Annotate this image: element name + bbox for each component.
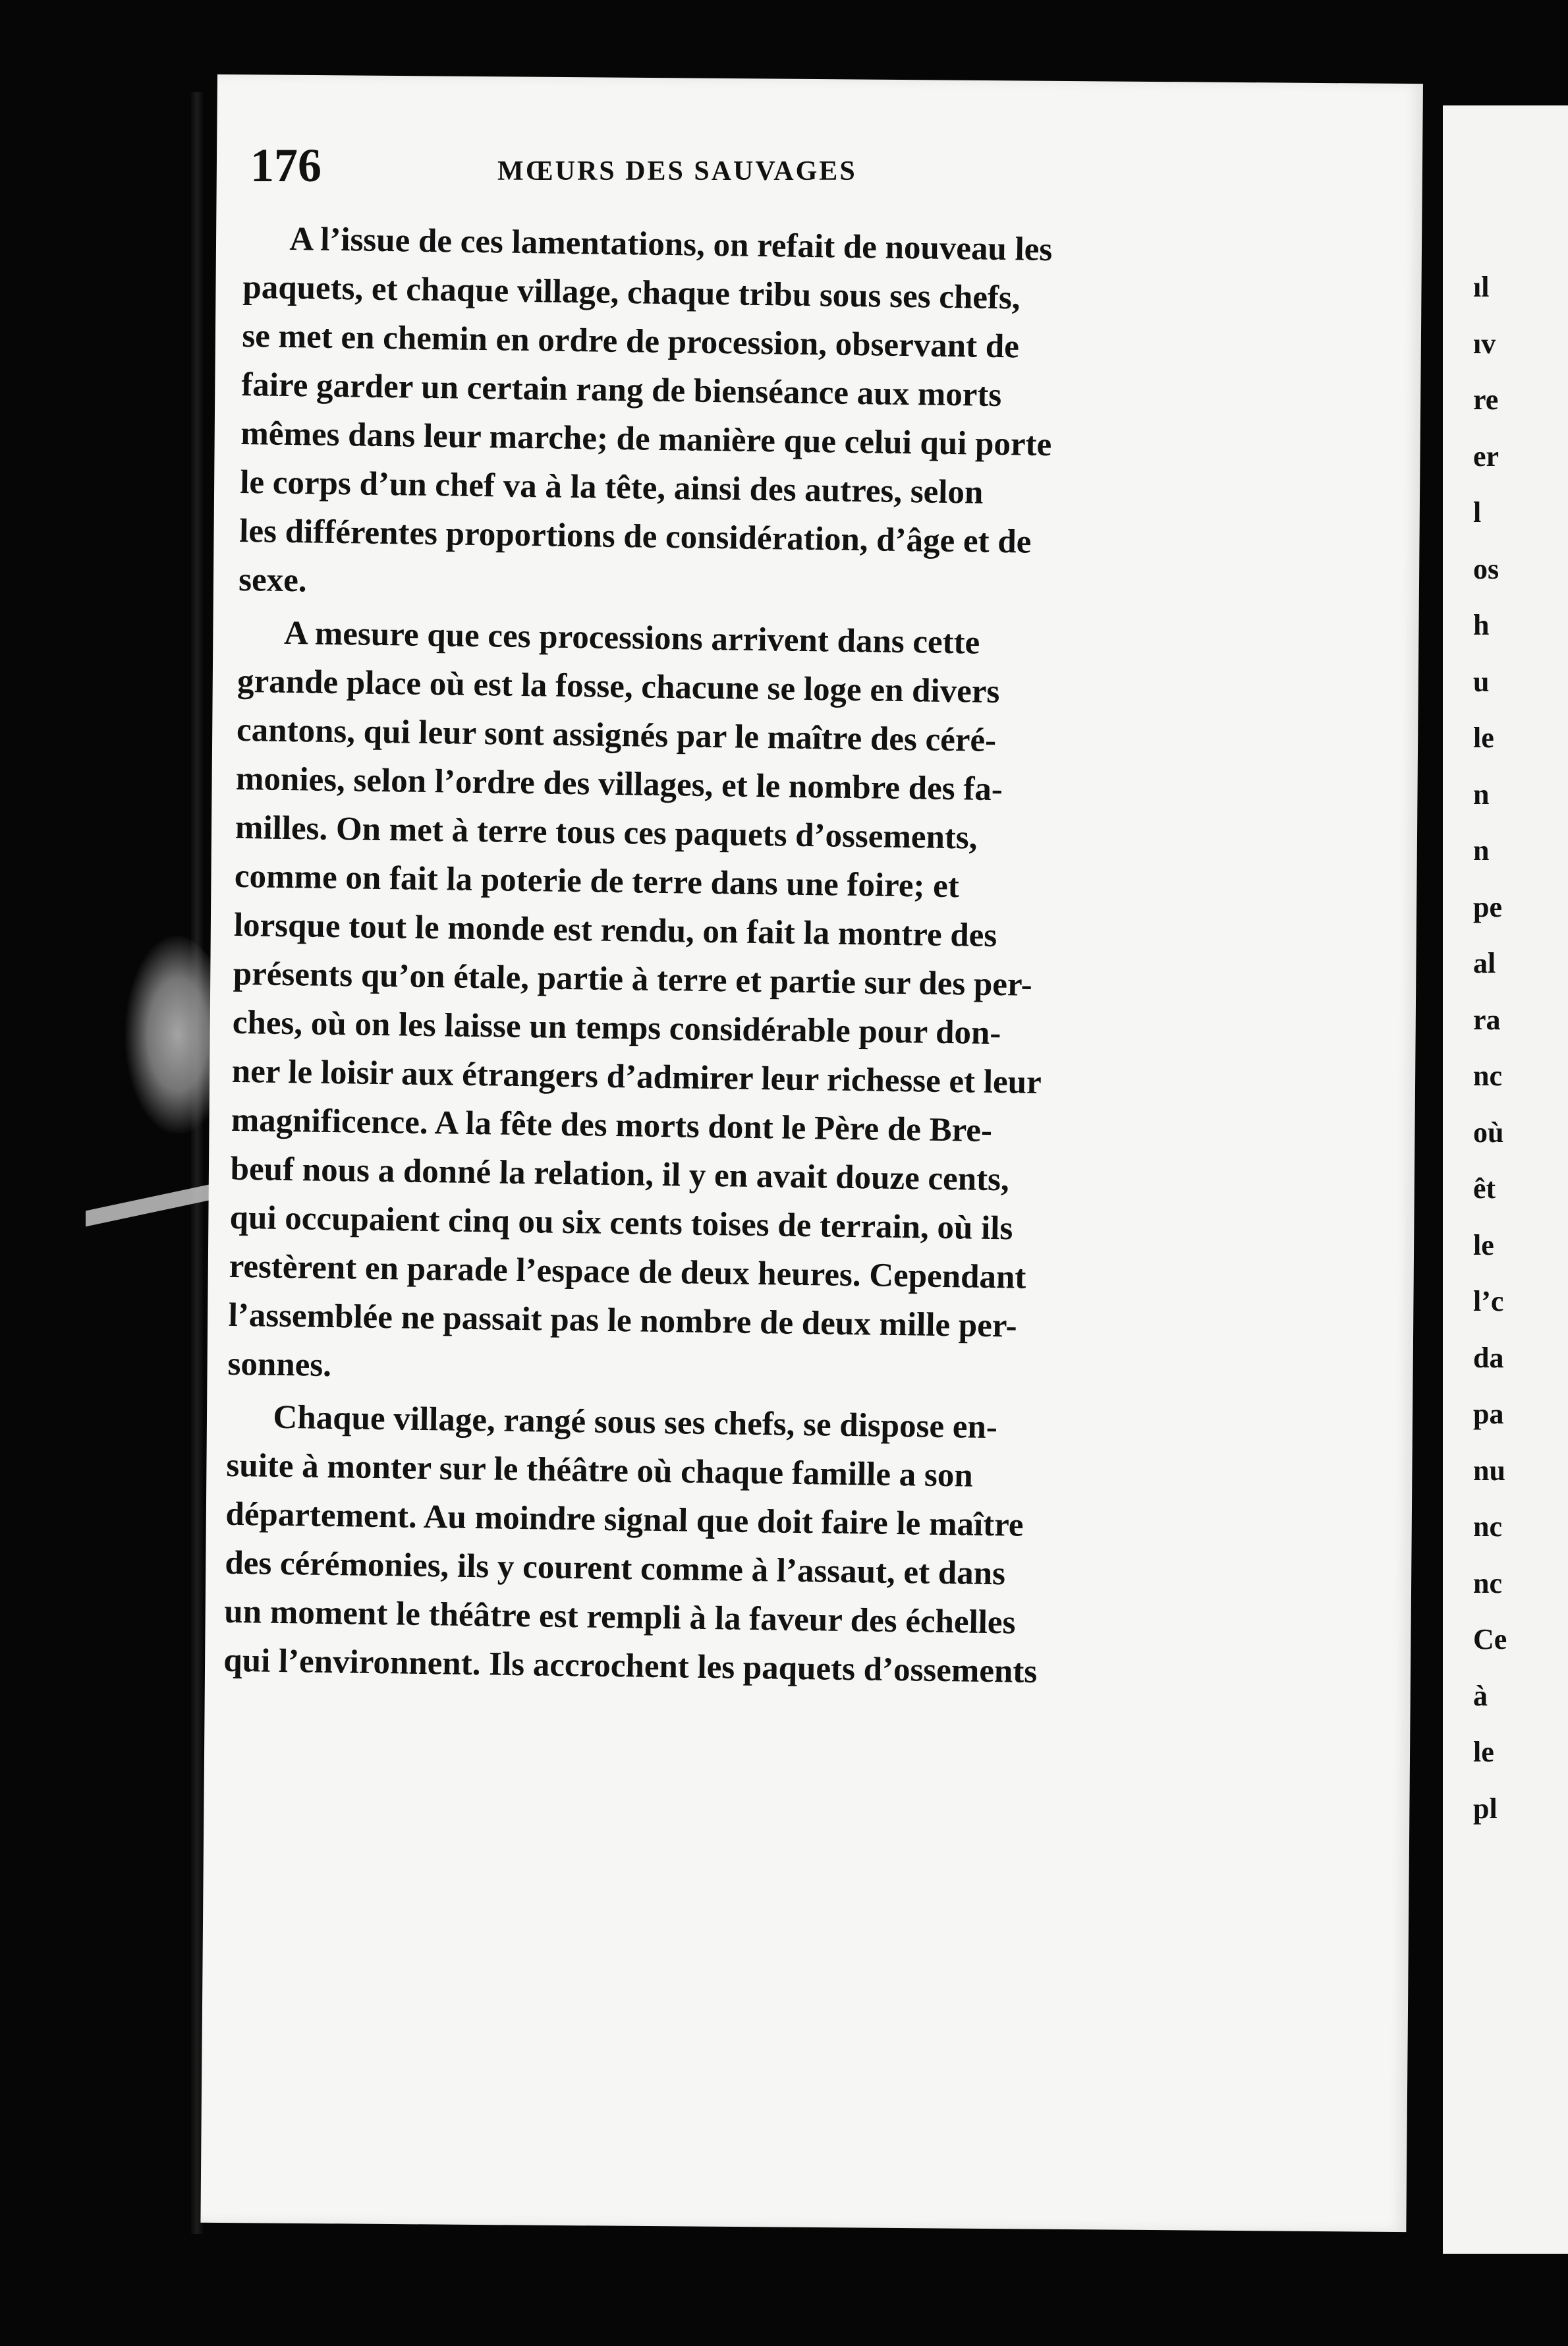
facing-page-fragment: nc [1473,1566,1502,1599]
text-line: cantons, qui leur sont assignés par le maître des céré- [236,711,997,760]
facing-page-fragment: nc [1473,1060,1502,1092]
text-line: magnificence. A la fête des morts dont le Père de Bre- [231,1101,993,1149]
text-line: grande place où est la fosse, chacune se loge en divers [237,662,1000,711]
text-line: Chaque village, rangé sous ses chefs, se dispose en- [273,1398,998,1446]
text-line: ner le loisir aux étrangers d’admirer leur richesse et leur [231,1052,1042,1102]
facing-page-fragment: u [1473,665,1490,698]
text-line: qui occupaient cinq ou six cents toises de terrain, où ils [229,1199,1013,1247]
facing-page-fragment: al [1473,947,1496,979]
text-line: suite à monter sur le théâtre où chaque famille a son [226,1446,974,1495]
facing-page-fragment: le [1473,722,1494,754]
facing-page-fragment: ra [1473,1003,1501,1036]
text-line: restèrent en parade l’espace de deux heures. Cependant [229,1247,1026,1296]
text-line: mêmes dans leur marche; de manière que celui qui porte [240,415,1052,464]
text-line: sonnes. [227,1345,332,1385]
facing-page-fragment: n [1473,778,1490,811]
facing-page-fragment: pa [1473,1398,1504,1430]
facing-page-fragment: ıl [1473,271,1490,303]
text-line: département. Au moindre signal que doit faire le maître [225,1495,1024,1544]
facing-page-fragment: os [1473,552,1499,585]
running-title: MŒURS DES SAUVAGES [497,156,857,186]
facing-page-fragment: l’c [1473,1285,1504,1317]
text-line: beuf nous a donné la relation, il y en avait douze cents, [230,1150,1010,1199]
text-line: sexe. [238,561,308,600]
text-line: A l’issue de ces lamentations, on refait de nouveau les [289,220,1053,269]
page-header [250,138,1278,211]
text-line: A mesure que ces processions arrivent dans cette [283,614,980,662]
text-line: lorsque tout le monde est rendu, on fait la montre des [233,906,997,955]
facing-page-fragment: h [1473,609,1490,641]
text-line: paquets, et chaque village, chaque tribu sous ses chefs, [242,268,1021,317]
text-line: des cérémonies, ils y courent comme à l’assaut, et dans [225,1544,1006,1593]
facing-page-fragment: nu [1473,1454,1505,1487]
paragraph [223,1392,1268,1700]
text-line: ches, où on les laisse un temps considérable pour don- [232,1004,1001,1052]
facing-page-fragment: où [1473,1116,1504,1149]
facing-page-fragment: n [1473,834,1490,867]
facing-page-fragment: pe [1473,890,1502,923]
facing-page-fragment: er [1473,440,1499,472]
text-line: le corps d’un chef va à la tête, ainsi des autres, selon [239,463,984,511]
facing-page-fragment: le [1473,1228,1494,1261]
page-number: 176 [250,139,322,192]
text-line: faire garder un certain rang de bienséance aux morts [240,366,1002,415]
text-line: monies, selon l’ordre des villages, et le nombre des fa- [235,760,1003,809]
paragraph [238,214,1285,619]
text-line: qui l’environnent. Ils accrochent les paquets d’ossements [223,1642,1038,1691]
facing-page-fragment: nc [1473,1510,1502,1543]
facing-page-fragment: ıv [1473,327,1496,360]
facing-page [1443,105,1568,2254]
text-line: les différentes proportions de considération, d’âge et de [238,512,1032,561]
binding-edge [191,92,203,2234]
facing-page-fragment: pl [1473,1792,1498,1825]
facing-page-fragment: à [1473,1679,1488,1712]
text-line: présents qu’on étale, partie à terre et partie sur des per- [233,955,1033,1004]
facing-page-fragment: l [1473,496,1482,529]
facing-page-fragment: re [1473,384,1499,416]
text-line: milles. On met à terre tous ces paquets d’ossements, [235,809,978,857]
text-line: l’assemblée ne passait pas le nombre de deux mille per- [228,1296,1017,1345]
body-text [223,214,1285,1703]
text-line: se met en chemin en ordre de procession, observant de [242,317,1020,366]
paragraph [227,608,1279,1403]
text-line: comme on fait la poterie de terre dans une foire; et [234,857,960,905]
text-line: un moment le théâtre est rempli à la faveur des échelles [223,1593,1016,1642]
facing-page-fragment: da [1473,1341,1504,1374]
facing-page-fragment: Ce [1473,1623,1507,1655]
facing-page-fragment: êt [1473,1172,1496,1205]
facing-page-fragment: le [1473,1736,1494,1768]
